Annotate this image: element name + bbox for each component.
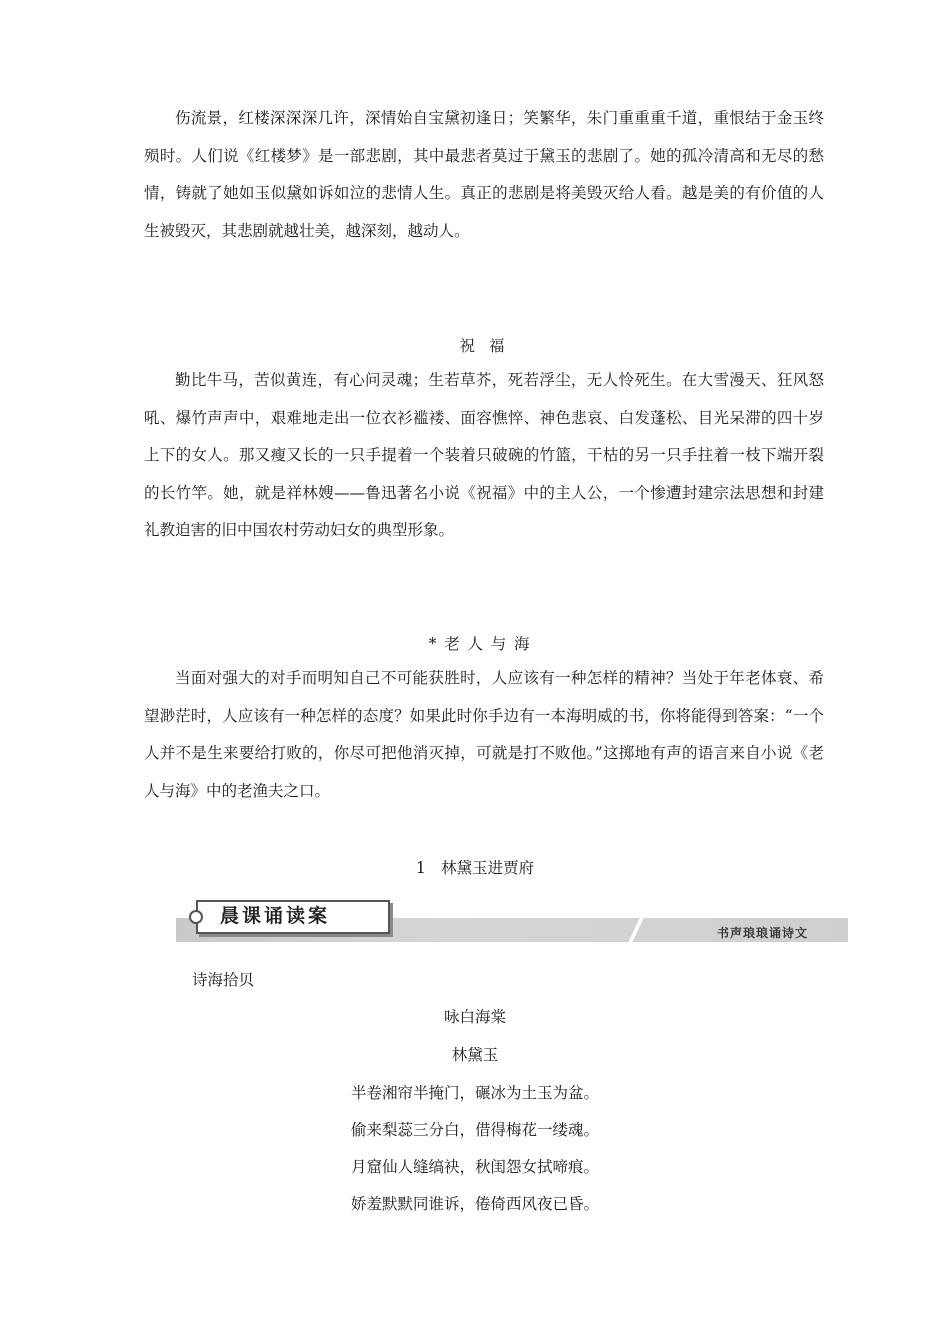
hongloumeng-paragraph: 伤流景，红楼深深深几许，深情始自宝黛初逢日；笑繁华，朱门重重重千道，重恨结于金玉终殒时。人们说《红楼梦》是一部悲剧，其中最悲者莫过于黛玉的悲剧了。她的孤冷清高和无尽的愁情，铸就了她如玉似黛如诉如泣的悲情人生。真正的悲剧是将美毁灭给人看。越是美的有价值的人生被毁灭，其悲剧就越壮美，越深刻，越动人。 [144, 109, 824, 240]
section-label: 诗海拾贝 [192, 971, 255, 989]
banner-circle-icon [189, 910, 203, 924]
poem-line: 半卷湘帘半掩门，碾冰为土玉为盆。 [350, 1084, 599, 1102]
morning-reading-banner [176, 898, 848, 944]
banner-slant-divider [616, 918, 656, 942]
banner-subtitle: 书声琅琅诵诗文 [716, 926, 808, 940]
laorenyuhai-title: *老人与海 [428, 635, 538, 653]
poem-title: 咏白海棠 [443, 1008, 506, 1026]
lesson-title: 1 林黛玉进贾府 [415, 859, 535, 877]
banner-title: 晨课诵读案 [220, 905, 331, 927]
zhufu-title: 祝福 [459, 337, 519, 355]
poem-line: 偷来梨蕊三分白，借得梅花一缕魂。 [350, 1121, 599, 1139]
poem-line: 月窟仙人缝缟袂，秋闺怨女拭啼痕。 [350, 1158, 599, 1176]
poem-author: 林黛玉 [451, 1046, 499, 1064]
poem-line: 娇羞默默同谁诉，倦倚西风夜已昏。 [350, 1195, 599, 1213]
laorenyuhai-paragraph: 当面对强大的对手而明知自己不可能获胜时，人应该有一种怎样的精神？当处于年老体衰、希望渺茫时，人应该有一种怎样的态度？如果此时你手边有一本海明威的书，你将能得到答案：“一个人并不是生来要给打败的，你尽可把他消灭掉，可就是打不败他。”这掷地有声的语言来自小说《老人与海》中的老渔夫之口。 [144, 669, 824, 800]
zhufu-paragraph: 勤比牛马，苦似黄连，有心问灵魂；生若草芥，死若浮尘，无人怜死生。在大雪漫天、狂风怒吼、爆竹声声中，艰难地走出一位衣衫褴褛、面容憔悴、神色悲哀、白发蓬松、目光呆滞的四十岁上下的女人。那又瘦又长的一只手提着一个装着只破碗的竹篮，干枯的另一只手拄着一枝下端开裂的长竹竿。她，就是祥林嫂——鲁迅著名小说《祝福》中的主人公，一个惨遭封建宗法思想和封建礼教迫害的旧中国农村劳动妇女的典型形象。 [144, 371, 824, 539]
